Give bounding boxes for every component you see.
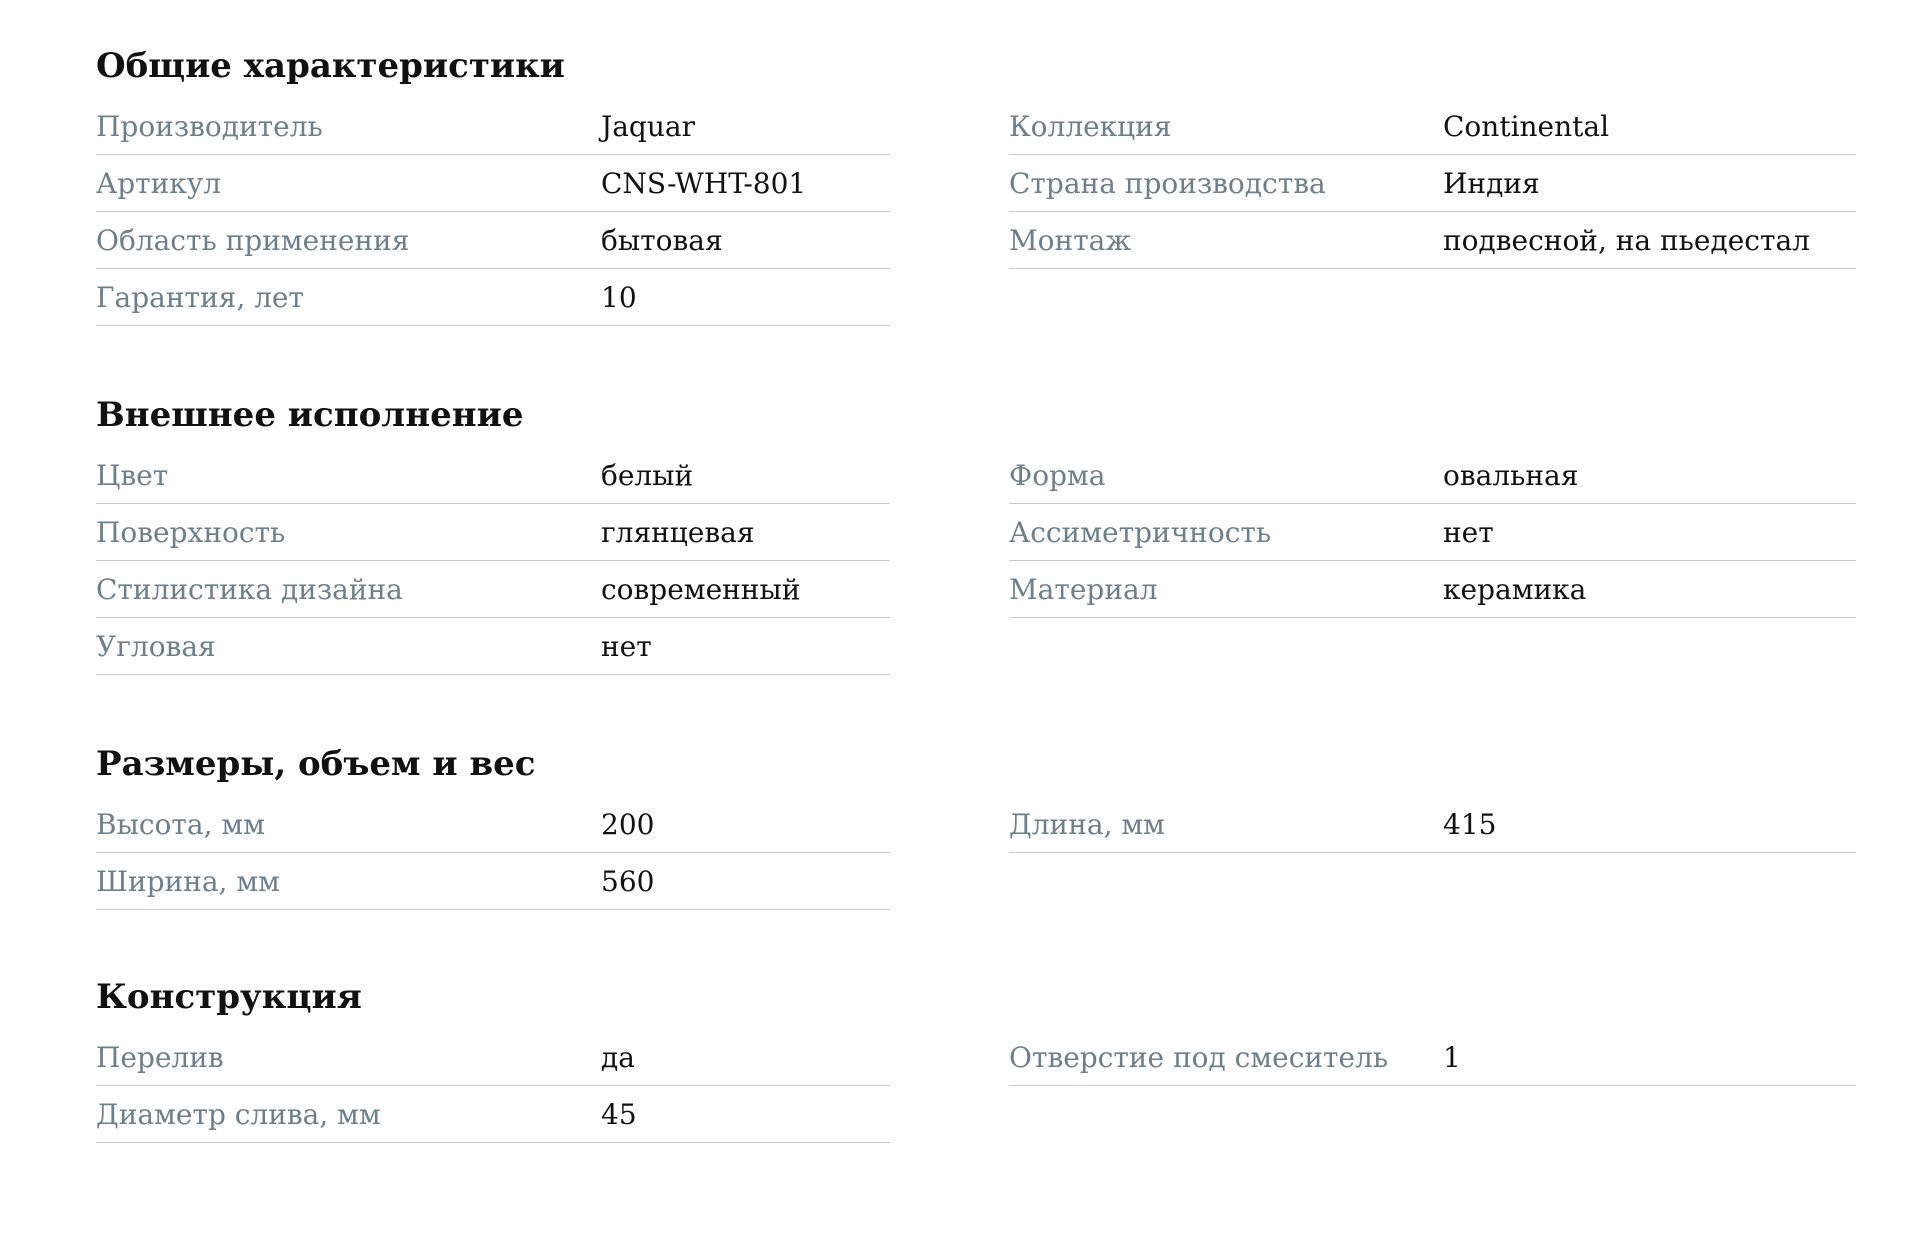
spec-label: Поверхность <box>96 516 286 549</box>
spec-row <box>96 269 890 326</box>
spec-label: Материал <box>1009 573 1158 606</box>
spec-row <box>96 1086 890 1143</box>
spec-label: Диаметр слива, мм <box>96 1098 381 1131</box>
spec-column-right <box>1009 1029 1856 1086</box>
spec-column-left <box>96 796 890 910</box>
spec-value: подвесной, на пьедестал <box>1443 224 1810 257</box>
spec-column-left <box>96 447 890 675</box>
spec-value: овальная <box>1443 459 1579 492</box>
spec-label: Ассиметричность <box>1009 516 1272 549</box>
spec-label: Ширина, мм <box>96 865 280 898</box>
spec-label: Угловая <box>96 630 216 663</box>
spec-row <box>96 212 890 269</box>
spec-value: 10 <box>601 281 637 314</box>
spec-value: бытовая <box>601 224 723 257</box>
spec-label: Стилистика дизайна <box>96 573 403 606</box>
spec-row <box>96 796 890 853</box>
spec-row <box>1009 212 1856 269</box>
section-title: Внешнее исполнение <box>96 395 524 435</box>
spec-row <box>1009 1029 1856 1086</box>
spec-row <box>1009 98 1856 155</box>
section-title: Общие характеристики <box>96 46 565 86</box>
section-title: Размеры, объем и вес <box>96 744 536 784</box>
spec-value: 560 <box>601 865 655 898</box>
spec-label: Длина, мм <box>1009 808 1165 841</box>
spec-row <box>96 853 890 910</box>
spec-label: Артикул <box>96 167 222 200</box>
spec-label: Высота, мм <box>96 808 265 841</box>
spec-value: глянцевая <box>601 516 755 549</box>
spec-value: 45 <box>601 1098 637 1131</box>
spec-value: керамика <box>1443 573 1587 606</box>
spec-label: Гарантия, лет <box>96 281 304 314</box>
spec-row <box>1009 155 1856 212</box>
spec-label: Область применения <box>96 224 410 257</box>
spec-column-right <box>1009 447 1856 618</box>
spec-row <box>1009 447 1856 504</box>
spec-row <box>96 504 890 561</box>
spec-value: нет <box>1443 516 1494 549</box>
spec-value: 1 <box>1443 1041 1461 1074</box>
spec-row <box>96 618 890 675</box>
spec-row <box>1009 561 1856 618</box>
spec-column-left <box>96 1029 890 1143</box>
spec-label: Страна производства <box>1009 167 1326 200</box>
spec-label: Форма <box>1009 459 1106 492</box>
spec-value: современный <box>601 573 801 606</box>
spec-label: Монтаж <box>1009 224 1132 257</box>
spec-row <box>96 1029 890 1086</box>
spec-value: да <box>601 1041 635 1074</box>
spec-label: Отверстие под смеситель <box>1009 1041 1389 1074</box>
spec-column-right <box>1009 796 1856 853</box>
spec-row <box>1009 796 1856 853</box>
spec-label: Перелив <box>96 1041 224 1074</box>
spec-row <box>96 447 890 504</box>
spec-label: Производитель <box>96 110 323 143</box>
spec-value: Jaquar <box>601 110 695 143</box>
spec-column-right <box>1009 98 1856 269</box>
spec-value: белый <box>601 459 694 492</box>
section-title: Конструкция <box>96 977 362 1017</box>
spec-label: Цвет <box>96 459 169 492</box>
spec-row <box>96 561 890 618</box>
spec-value: нет <box>601 630 652 663</box>
spec-row <box>96 98 890 155</box>
spec-value: CNS-WHT-801 <box>601 167 807 200</box>
spec-label: Коллекция <box>1009 110 1172 143</box>
spec-value: 200 <box>601 808 655 841</box>
spec-row <box>1009 504 1856 561</box>
spec-column-left <box>96 98 890 326</box>
spec-value: 415 <box>1443 808 1497 841</box>
spec-row <box>96 155 890 212</box>
spec-value: Индия <box>1443 167 1540 200</box>
spec-value: Continental <box>1443 110 1610 143</box>
